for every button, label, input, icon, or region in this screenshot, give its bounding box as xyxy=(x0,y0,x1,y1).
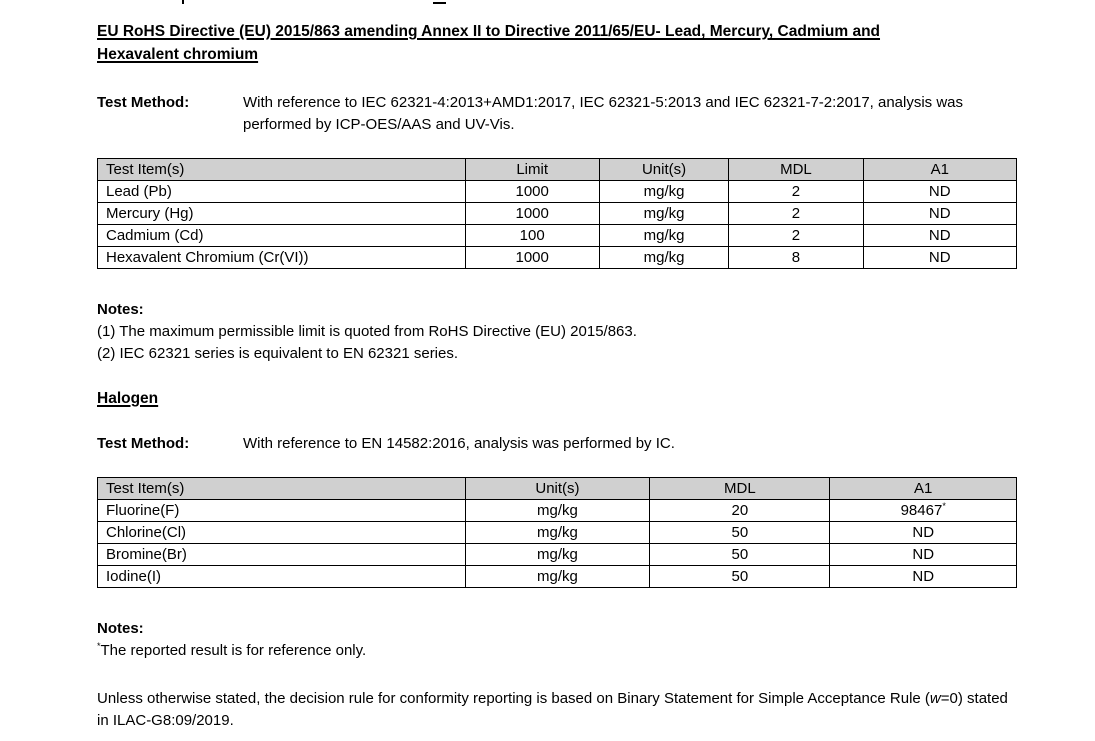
table-row xyxy=(98,544,1017,566)
table-cell: 2 xyxy=(729,225,863,247)
rohs-notes xyxy=(97,299,1037,365)
page-crop-artifact xyxy=(433,2,446,4)
table-cell: 8 xyxy=(729,247,863,269)
column-header: Limit xyxy=(465,159,599,181)
table-row xyxy=(98,225,1017,247)
table-header-row xyxy=(98,478,1017,500)
column-header: Test Item(s) xyxy=(98,478,466,500)
rohs-results-table xyxy=(97,158,1017,269)
table-cell: mg/kg xyxy=(599,247,729,269)
table-header-row xyxy=(98,159,1017,181)
table-cell-value: 98467 xyxy=(900,501,943,519)
superscript-marker: * xyxy=(942,500,946,511)
halogen-results-table xyxy=(97,477,1017,588)
rohs-section-heading-text: EU RoHS Directive (EU) 2015/863 amending Annex II to Directive 2011/65/EU- Lead, Mercury, Cadmium and Hexavalent chromium xyxy=(97,23,881,63)
table-cell: 1000 xyxy=(465,181,599,203)
note-line: (1) The maximum permissible limit is quoted from RoHS Directive (EU) 2015/863. xyxy=(97,323,637,340)
table-cell: 2 xyxy=(729,203,863,225)
decision-rule-paragraph xyxy=(97,688,1017,732)
table-cell: Cadmium (Cd) xyxy=(98,225,466,247)
column-header: A1 xyxy=(830,478,1017,500)
table-cell: ND xyxy=(863,181,1016,203)
table-cell: Chlorine(Cl) xyxy=(98,522,466,544)
table-row xyxy=(98,500,1017,522)
text-fragment: The reported result is for reference only. xyxy=(100,642,367,659)
table-cell: ND xyxy=(830,566,1017,588)
table-row xyxy=(98,247,1017,269)
table-cell: ND xyxy=(863,203,1016,225)
table-cell: 1000 xyxy=(465,247,599,269)
halogen-test-method-text: With reference to EN 14582:2016, analysis was performed by IC. xyxy=(243,435,675,452)
rohs-section-heading xyxy=(97,20,952,66)
table-cell: ND xyxy=(830,522,1017,544)
table-row xyxy=(98,181,1017,203)
note-line: (2) IEC 62321 series is equivalent to EN 62321 series. xyxy=(97,345,459,362)
table-cell: ND xyxy=(863,225,1016,247)
notes-heading: Notes: xyxy=(97,301,144,318)
notes-heading: Notes: xyxy=(97,620,144,637)
table-cell: 50 xyxy=(650,566,830,588)
text-fragment: w xyxy=(929,690,941,707)
column-header: MDL xyxy=(650,478,830,500)
table-cell: Iodine(I) xyxy=(98,566,466,588)
table-cell: mg/kg xyxy=(465,500,650,522)
table-cell: 100 xyxy=(465,225,599,247)
table-cell: Lead (Pb) xyxy=(98,181,466,203)
table-cell xyxy=(830,500,1017,522)
table-cell: mg/kg xyxy=(465,544,650,566)
halogen-section-heading-text: Halogen xyxy=(97,390,159,407)
table-cell: mg/kg xyxy=(465,566,650,588)
test-method-label: Test Method: xyxy=(97,94,190,111)
table-cell: mg/kg xyxy=(599,203,729,225)
page-crop-artifact xyxy=(182,0,184,4)
column-header: Unit(s) xyxy=(599,159,729,181)
text-fragment: * xyxy=(97,641,101,651)
table-row xyxy=(98,566,1017,588)
table-cell: Bromine(Br) xyxy=(98,544,466,566)
table-cell: Mercury (Hg) xyxy=(98,203,466,225)
text-fragment: =0) stated in ILAC-G8:09/2019. xyxy=(97,690,1008,729)
table-cell: ND xyxy=(863,247,1016,269)
table-cell: Fluorine(F) xyxy=(98,500,466,522)
column-header: A1 xyxy=(863,159,1016,181)
table-row xyxy=(98,522,1017,544)
halogen-notes xyxy=(97,618,1037,662)
rohs-test-method-text: With reference to IEC 62321-4:2013+AMD1:2017, IEC 62321-5:2013 and IEC 62321-7-2:2017, analysis was performed by ICP-OES/AAS and UV-Vis. xyxy=(243,94,964,133)
table-cell: mg/kg xyxy=(599,181,729,203)
column-header: Unit(s) xyxy=(465,478,650,500)
table-cell: ND xyxy=(830,544,1017,566)
rohs-test-method-row xyxy=(97,92,1037,136)
table-cell: mg/kg xyxy=(465,522,650,544)
table-cell: 1000 xyxy=(465,203,599,225)
halogen-test-method-row xyxy=(97,433,1037,455)
table-cell: 2 xyxy=(729,181,863,203)
table-cell: 20 xyxy=(650,500,830,522)
column-header: MDL xyxy=(729,159,863,181)
table-cell: mg/kg xyxy=(599,225,729,247)
note-line xyxy=(97,640,1037,662)
halogen-section-heading xyxy=(97,388,1037,410)
table-cell: 50 xyxy=(650,522,830,544)
table-cell: Hexavalent Chromium (Cr(VI)) xyxy=(98,247,466,269)
table-row xyxy=(98,203,1017,225)
text-fragment: Unless otherwise stated, the decision rule for conformity reporting is based on Binary Statement for Simple Acceptance Rule ( xyxy=(97,690,930,707)
table-cell: 50 xyxy=(650,544,830,566)
column-header: Test Item(s) xyxy=(98,159,466,181)
test-method-label: Test Method: xyxy=(97,435,190,452)
